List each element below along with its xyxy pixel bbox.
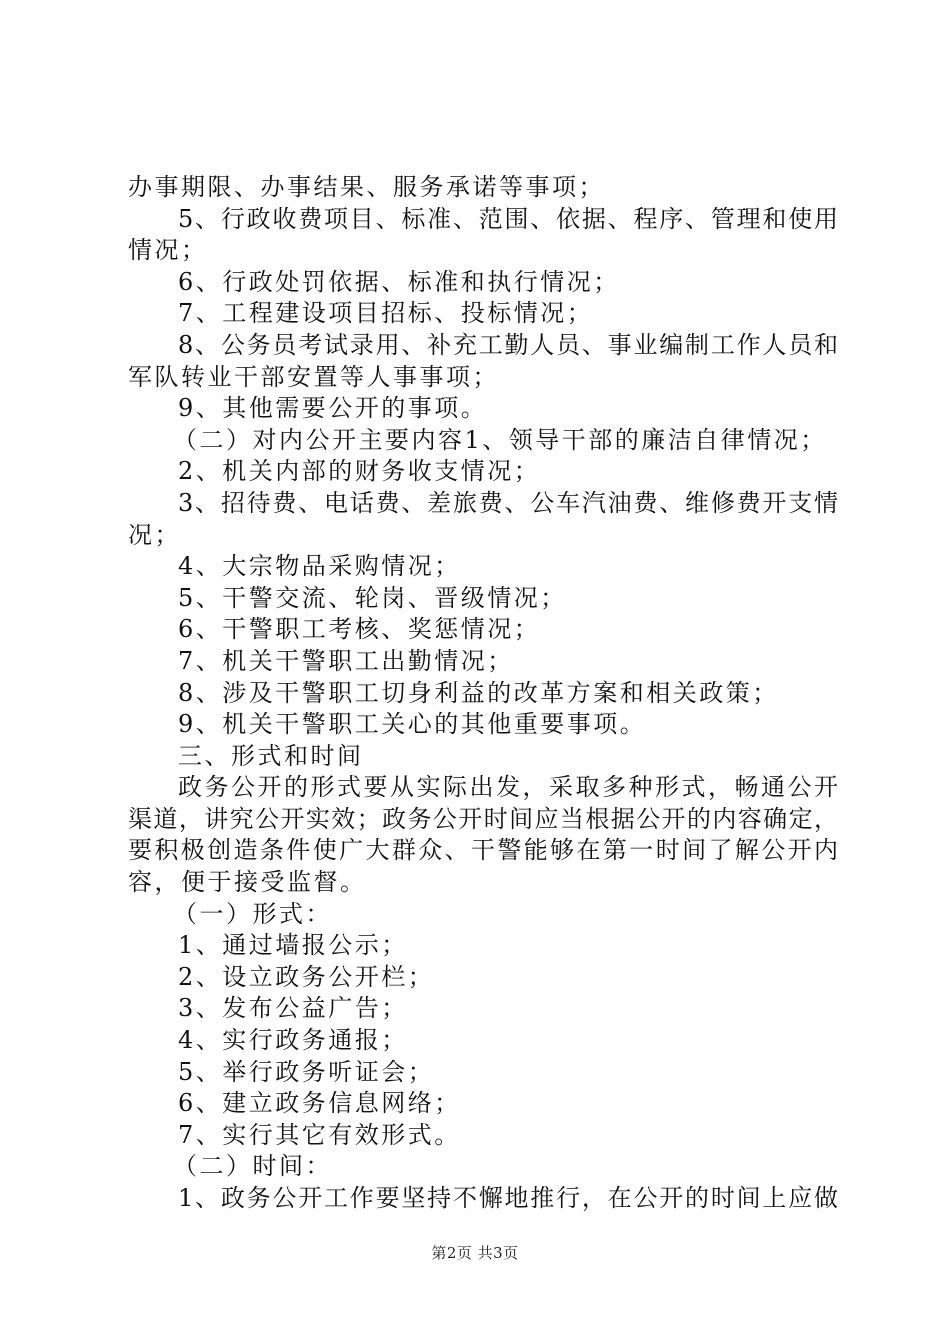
subsection-heading: （一）形式：	[173, 899, 332, 928]
text-line: 5、干警交流、轮岗、晋级情况；	[178, 583, 567, 612]
subsection-heading: （二）时间：	[173, 1152, 332, 1181]
text-line: 9、其他需要公开的事项。	[178, 394, 488, 423]
section-heading: （二）对内公开主要内容1、领导干部的廉洁自律情况；	[173, 425, 827, 454]
text-line: 6、干警职工考核、奖惩情况；	[178, 615, 541, 644]
text-line: 办事期限、办事结果、服务承诺等事项；	[128, 173, 605, 201]
text-line: 7、工程建设项目招标、投标情况；	[178, 299, 594, 328]
text-line: 6、建立政务信息网络；	[178, 1089, 461, 1118]
text-line: 6、行政处罚依据、标准和执行情况；	[178, 267, 620, 296]
text-line: 要积极创造条件使广大群众、干警能够在第一时间了解公开内	[128, 836, 838, 865]
section-heading: 三、形式和时间	[178, 741, 364, 770]
text-line: 7、机关干警职工出勤情况；	[178, 646, 514, 675]
text-line: 1、政务公开工作要坚持不懈地推行，在公开的时间上应做	[178, 1184, 838, 1212]
text-line: 1、通过墙报公示；	[178, 931, 408, 960]
page-number-footer: 第2页 共3页	[431, 1244, 519, 1262]
text-line: 5、举行政务听证会；	[178, 1057, 435, 1086]
text-line: 渠道，讲究公开实效；政务公开时间应当根据公开的内容确定，	[128, 804, 838, 833]
text-line: 4、大宗物品采购情况；	[178, 552, 461, 581]
text-line: 8、涉及干警职工切身利益的改革方案和相关政策；	[178, 678, 779, 707]
text-line: 4、实行政务通报；	[178, 1026, 408, 1055]
text-line: 况；	[128, 520, 181, 549]
text-line: 容，便于接受监督。	[128, 868, 367, 897]
text-line: 5、行政收费项目、标准、范围、依据、程序、管理和使用	[178, 204, 838, 233]
text-line: 情况；	[128, 236, 208, 265]
text-line: 2、设立政务公开栏；	[178, 962, 435, 991]
text-line: 3、发布公益广告；	[178, 994, 408, 1023]
text-line: 政务公开的形式要从实际出发，采取多种形式，畅通公开	[178, 773, 838, 802]
document-body	[128, 172, 838, 1215]
text-line: 2、机关内部的财务收支情况；	[178, 457, 541, 486]
text-line: 3、招待费、电话费、差旅费、公车汽油费、维修费开支情	[178, 488, 838, 517]
text-line: 7、实行其它有效形式。	[178, 1120, 461, 1149]
text-line: 8、公务员考试录用、补充工勤人员、事业编制工作人员和	[178, 330, 838, 359]
text-line: 军队转业干部安置等人事事项；	[128, 362, 499, 391]
text-line: 9、机关干警职工关心的其他重要事项。	[178, 710, 647, 739]
